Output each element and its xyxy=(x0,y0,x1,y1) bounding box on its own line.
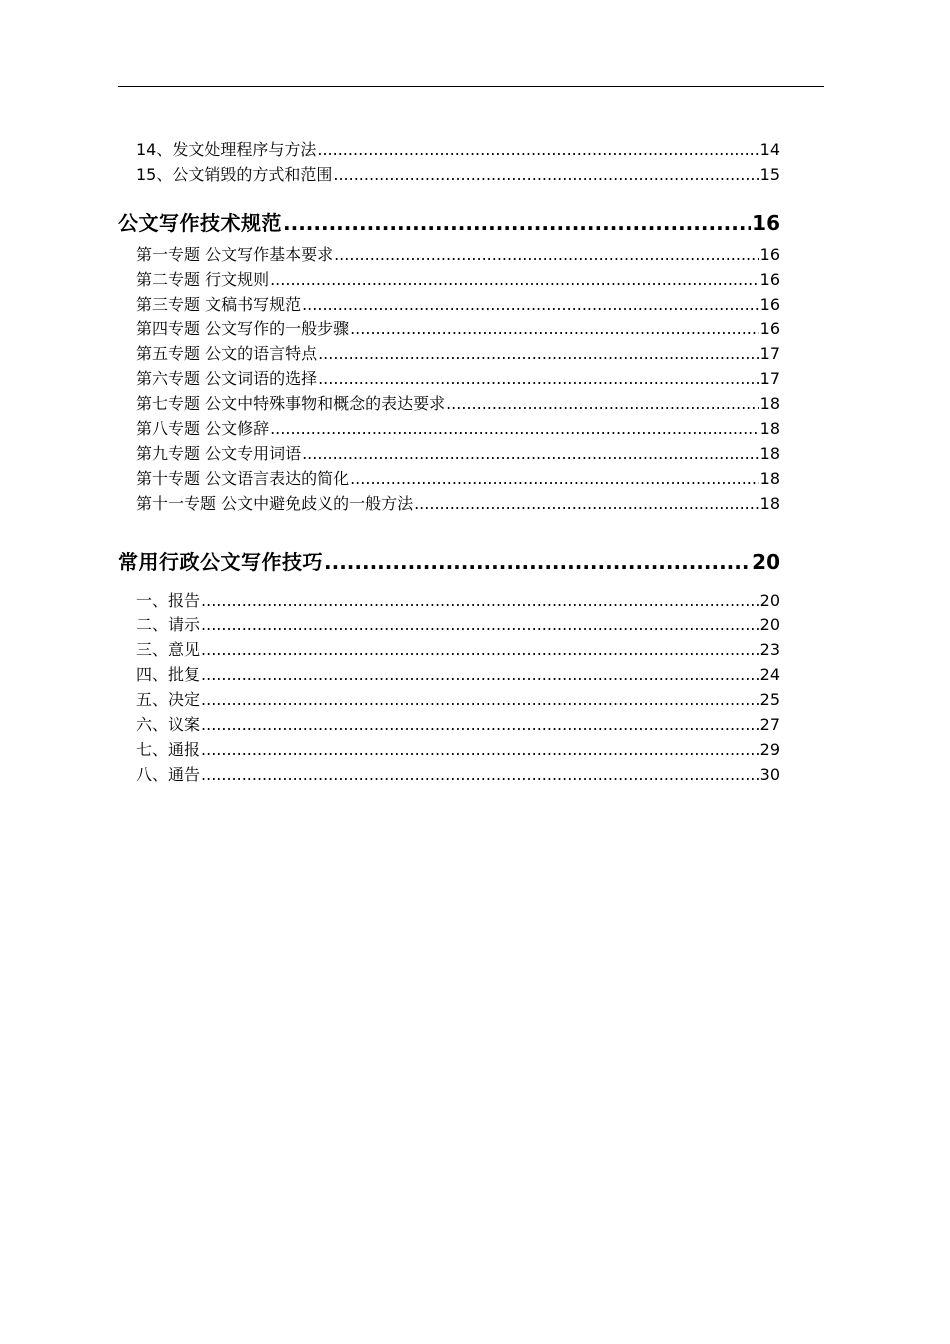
dot-leader xyxy=(201,688,759,713)
toc-entry-page: 16 xyxy=(759,319,780,339)
dot-leader xyxy=(201,613,759,638)
toc-entry[interactable] xyxy=(118,713,780,738)
toc-entry[interactable] xyxy=(118,417,780,442)
toc-section-page: 20 xyxy=(752,549,780,574)
spacer xyxy=(118,577,780,589)
table-of-contents xyxy=(118,138,780,788)
toc-entry-page: 17 xyxy=(759,369,780,389)
spacer xyxy=(118,188,780,208)
dot-leader xyxy=(318,367,759,392)
toc-entry[interactable] xyxy=(118,763,780,788)
toc-entry-title: 七、通报 xyxy=(136,739,201,759)
toc-entry-title: 第十专题 公文语言表达的简化 xyxy=(136,468,350,488)
toc-entry-title: 第二专题 行文规则 xyxy=(136,269,270,289)
toc-entry-page: 17 xyxy=(759,344,780,364)
toc-entry-title: 第三专题 文稿书写规范 xyxy=(136,294,302,314)
toc-entry[interactable] xyxy=(118,467,780,492)
toc-entry-page: 16 xyxy=(759,244,780,264)
dot-leader xyxy=(334,243,759,268)
dot-leader xyxy=(201,738,759,763)
toc-entry-title: 第一专题 公文写作基本要求 xyxy=(136,244,334,264)
toc-section-title: 常用行政公文写作技巧 xyxy=(118,549,323,574)
toc-entry-page: 18 xyxy=(759,493,780,513)
toc-entry[interactable] xyxy=(118,243,780,268)
toc-entry[interactable] xyxy=(118,342,780,367)
dot-leader xyxy=(350,317,759,342)
dot-leader xyxy=(324,547,751,577)
dot-leader xyxy=(318,342,759,367)
toc-entry-page: 16 xyxy=(759,269,780,289)
dot-leader xyxy=(201,638,759,663)
toc-entry[interactable] xyxy=(118,738,780,763)
toc-entry-title: 四、批复 xyxy=(136,665,201,685)
toc-entry-page: 20 xyxy=(759,590,780,610)
toc-entry-page: 16 xyxy=(759,294,780,314)
dot-leader xyxy=(414,492,759,517)
toc-entry-title: 三、意见 xyxy=(136,640,201,660)
toc-entry[interactable] xyxy=(118,663,780,688)
toc-entry[interactable] xyxy=(118,589,780,614)
dot-leader xyxy=(446,392,759,417)
toc-entry[interactable] xyxy=(118,268,780,293)
toc-entry-title: 第五专题 公文的语言特点 xyxy=(136,344,318,364)
toc-entry-page: 27 xyxy=(759,715,780,735)
toc-entry-title: 15、公文销毁的方式和范围 xyxy=(136,164,333,184)
dot-leader xyxy=(283,208,751,238)
toc-entry[interactable] xyxy=(118,613,780,638)
toc-entry[interactable] xyxy=(118,317,780,342)
dot-leader xyxy=(317,138,758,163)
dot-leader xyxy=(201,763,759,788)
toc-entry-page: 20 xyxy=(759,615,780,635)
dot-leader xyxy=(201,663,759,688)
dot-leader xyxy=(270,417,759,442)
toc-entry-title: 第十一专题 公文中避免歧义的一般方法 xyxy=(136,493,414,513)
toc-entry-page: 29 xyxy=(759,739,780,759)
toc-entry-page: 18 xyxy=(759,468,780,488)
toc-entry-title: 第七专题 公文中特殊事物和概念的表达要求 xyxy=(136,394,446,414)
toc-section-title: 公文写作技术规范 xyxy=(118,210,282,235)
toc-entry-page: 23 xyxy=(759,640,780,660)
toc-entry-page: 18 xyxy=(759,394,780,414)
toc-entry-title: 第九专题 公文专用词语 xyxy=(136,443,302,463)
toc-entry[interactable] xyxy=(118,392,780,417)
dot-leader xyxy=(302,442,759,467)
toc-entry-title: 六、议案 xyxy=(136,715,201,735)
toc-entry-page: 25 xyxy=(759,690,780,710)
toc-entry[interactable] xyxy=(118,688,780,713)
toc-entry[interactable] xyxy=(118,638,780,663)
toc-entry-page: 15 xyxy=(759,164,780,184)
toc-section-page: 16 xyxy=(752,210,780,235)
dot-leader xyxy=(333,163,758,188)
toc-entry-page: 18 xyxy=(759,443,780,463)
toc-entry[interactable] xyxy=(118,293,780,318)
toc-entry-15[interactable] xyxy=(118,163,780,188)
toc-entry-title: 第八专题 公文修辞 xyxy=(136,419,270,439)
toc-entry[interactable] xyxy=(118,442,780,467)
toc-entry[interactable] xyxy=(118,492,780,517)
toc-entry-page: 18 xyxy=(759,419,780,439)
spacer xyxy=(118,517,780,547)
toc-section-writing-standards[interactable] xyxy=(118,208,780,238)
toc-section-admin-writing[interactable] xyxy=(118,547,780,577)
toc-entry-page: 30 xyxy=(759,764,780,784)
dot-leader xyxy=(201,713,759,738)
header-rule xyxy=(118,86,824,87)
dot-leader xyxy=(302,293,759,318)
toc-entry[interactable] xyxy=(118,367,780,392)
toc-entry-title: 五、决定 xyxy=(136,690,201,710)
toc-entry-title: 一、报告 xyxy=(136,590,201,610)
toc-entry-page: 14 xyxy=(759,140,780,159)
toc-entry-14[interactable] xyxy=(118,138,780,163)
toc-entry-title: 二、请示 xyxy=(136,615,201,635)
dot-leader xyxy=(201,589,759,614)
dot-leader xyxy=(350,467,759,492)
toc-entry-title: 第六专题 公文词语的选择 xyxy=(136,369,318,389)
toc-entry-title: 八、通告 xyxy=(136,764,201,784)
toc-entry-title: 第四专题 公文写作的一般步骤 xyxy=(136,319,350,339)
toc-entry-page: 24 xyxy=(759,665,780,685)
dot-leader xyxy=(270,268,759,293)
toc-entry-title: 14、发文处理程序与方法 xyxy=(136,140,317,159)
